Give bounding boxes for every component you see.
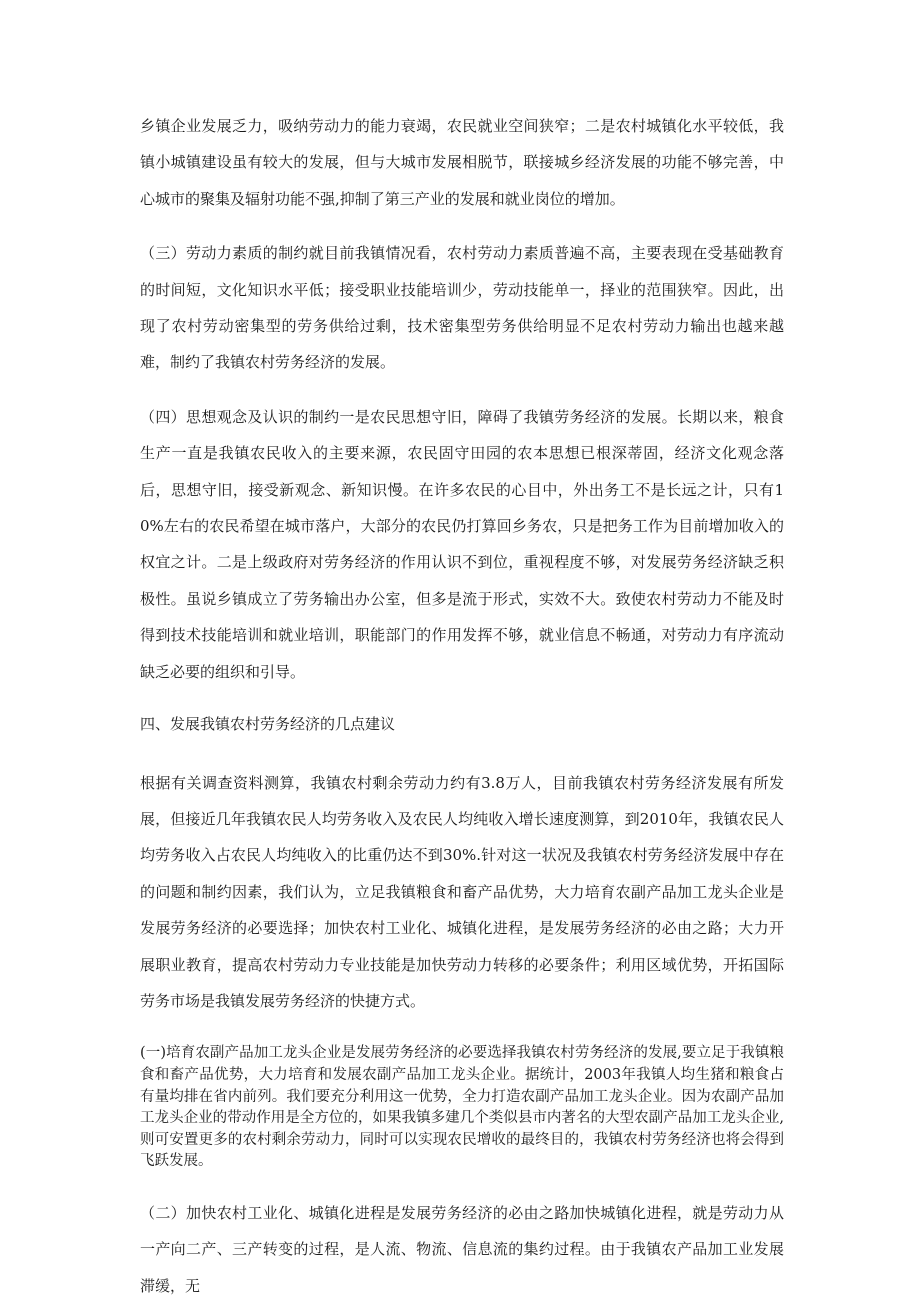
paragraph-labor-quality: （三）劳动力素质的制约就目前我镇情况看，农村劳动力素质普遍不高，主要表现在受基础教育的时间短，文化知识水平低；接受职业技能培训少，劳动技能单一，择业的范围狭窄。因此，出现了农村劳动密集型的劳务供给过剩，技术密集型劳务供给明显不足农村劳动力输出也越来越难，制约了我镇农村劳务经济的发展。 (140, 244, 784, 372)
paragraph-ideology: （四）思想观念及认识的制约一是农民思想守旧，障碍了我镇劳务经济的发展。长期以来，粮食生产一直是我镇农民收入的主要来源，农民固守田园的农本思想已根深蒂固，经济文化观念落后，思想守旧，接受新观念、新知识慢。在许多农民的心目中，外出务工不是长远之计，只有10%左右的农民希望在城市落户，大部分的农民仍打算回乡务农，只是把务工作为目前增加收入的权宜之计。二是上级政府对劳务经济的作用认识不到位，重视程度不够，对发展劳务经济缺乏积极性。虽说乡镇成立了劳务输出办公室，但多是流于形式，实效不大。致使农村劳动力不能及时得到技术技能培训和就业培训，职能部门的作用发挥不够，就业信息不畅通，对劳动力有序流动缺乏必要的组织和引导。 (140, 407, 784, 681)
document-page (140, 108, 784, 1304)
paragraph-rural-enterprise: 乡镇企业发展乏力，吸纳劳动力的能力衰竭，农民就业空间狭窄；二是农村城镇化水平较低，我镇小城镇建设虽有较大的发展，但与大城市发展相脱节，联接城乡经济发展的功能不够完善，中心城市的聚集及辐射功能不强,抑制了第三产业的发展和就业岗位的增加。 (140, 117, 784, 208)
paragraph-survey-estimate: 根据有关调查资料测算，我镇农村剩余劳动力约有3.8万人，目前我镇农村劳务经济发展有所发展，但接近几年我镇农民人均劳务收入及农民人均纯收入增长速度测算，到2010年，我镇农民人均劳务收入占农民人均纯收入的比重仍达不到30%.针对这一状况及我镇农村劳务经济发展中存在的问题和制约因素，我们认为，立足我镇粮食和畜产品优势，大力培育农副产品加工龙头企业是发展劳务经济的必要选择；加快农村工业化、城镇化进程，是发展劳务经济的必由之路；大力开展职业教育，提高农村劳动力专业技能是加快劳动力转移的必要条件；利用区域优势，开拓国际劳务市场是我镇发展劳务经济的快捷方式。 (140, 773, 784, 1010)
paragraph-leading-enterprises: (一)培育农副产品加工龙头企业是发展劳务经济的必要选择我镇农村劳务经济的发展,要立足于我镇粮食和畜产品优势，大力培育和发展农副产品加工龙头企业。据统计，2003年我镇人均生猪和粮食占有量均排在省内前列。我们要充分利用这一优势，全力打造农副产品加工龙头企业。因为农副产品加工龙头企业的带动作用是全方位的，如果我镇多建几个类似县市内著名的大型农副产品加工龙头企业,则可安置更多的农村剩余劳动力，同时可以实现农民增收的最终目的，我镇农村劳务经济也将会得到飞跃发展。 (140, 1045, 784, 1170)
section-heading-suggestions: 四、发展我镇农村劳务经济的几点建议 (140, 715, 396, 734)
paragraph-urbanization: （二）加快农村工业化、城镇化进程是发展劳务经济的必由之路加快城镇化进程，就是劳动力从一产向二产、三产转变的过程，是人流、物流、信息流的集约过程。由于我镇农产品加工业发展滞缓，无 (140, 1203, 784, 1295)
